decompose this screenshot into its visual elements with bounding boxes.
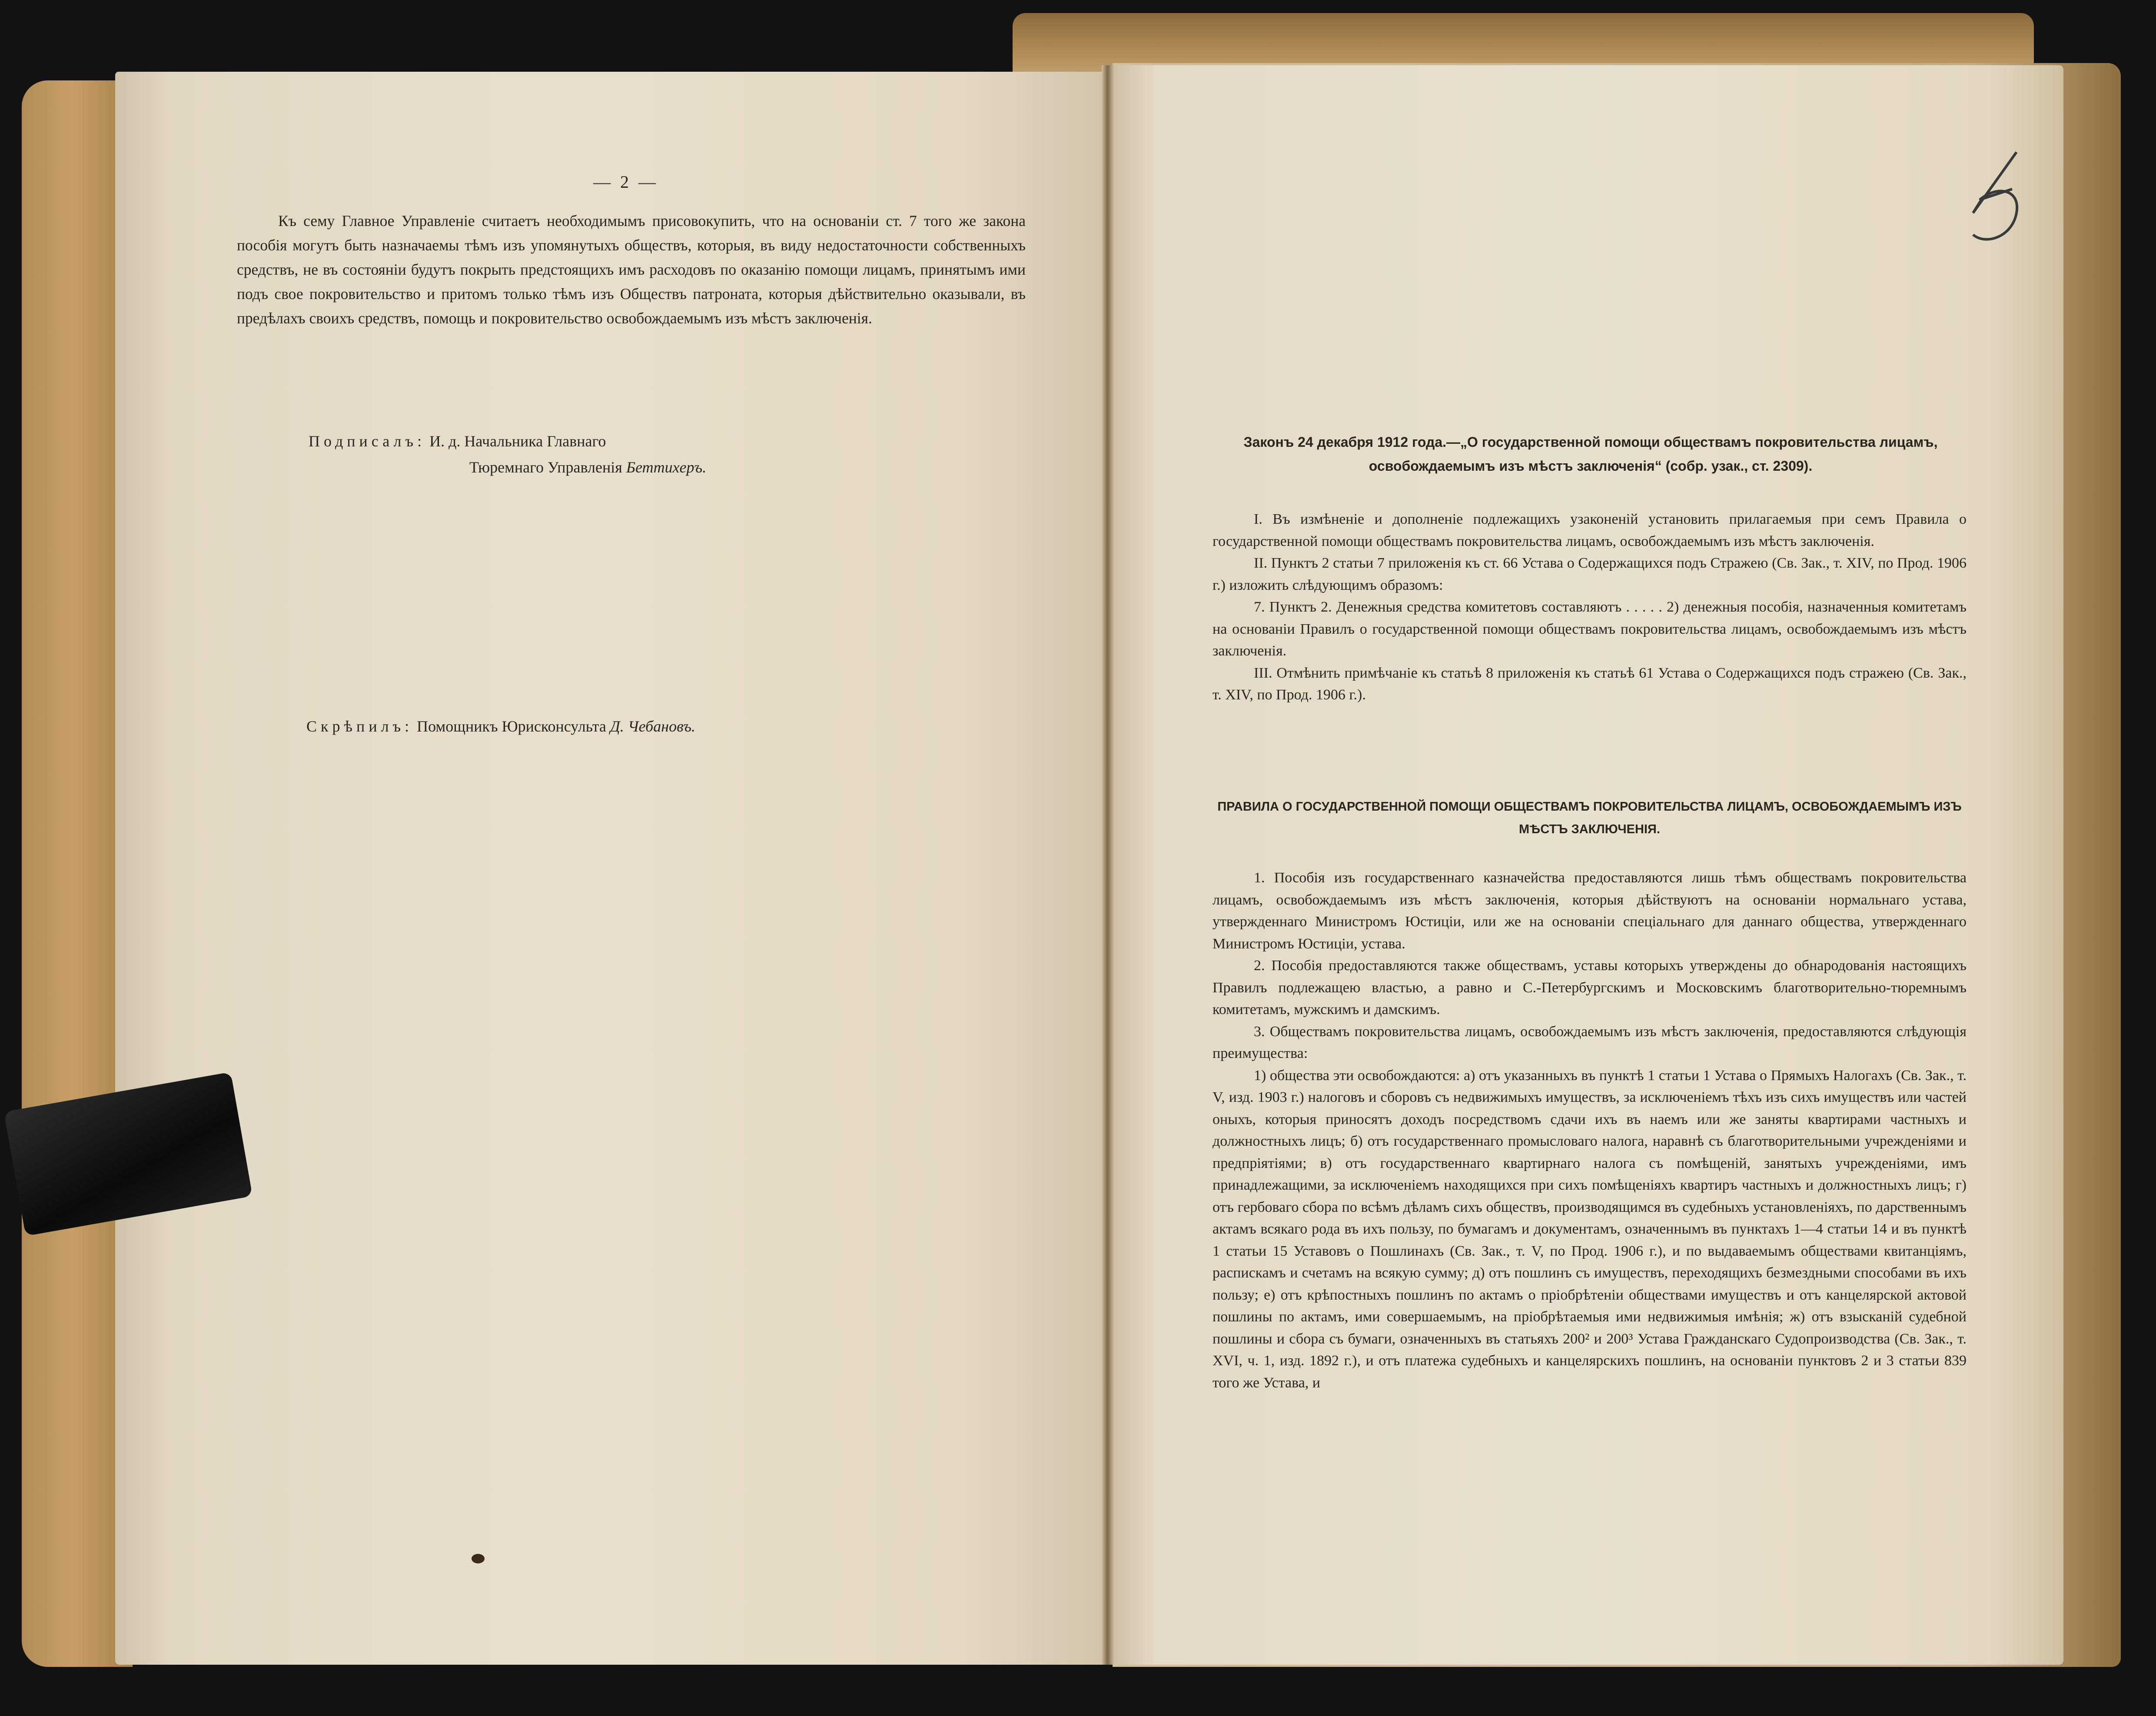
signed-block	[309, 428, 706, 480]
amendment-paragraph: III. Отмѣнить примѣчаніе къ статьѣ 8 приложенія къ статьѣ 61 Устава о Содержащихся подъ стражею (Св. Зак., т. XIV, по Прод. 1906 г.).	[1213, 665, 1967, 703]
rules-block	[1213, 867, 1967, 1394]
left-page-body: Къ сему Главное Управленіе считаетъ необходимымъ присовокупить, что на основаніи ст. 7 того же закона пособія могутъ быть назначаемы тѣмъ изъ упомянутыхъ обществъ, которыя, въ виду недостаточности собственныхъ средствъ, не въ состояніи будутъ покрыть предстоящихъ имъ расходовъ по оказанію помощи лицамъ, принятымъ ими подъ свое покровительство и притомъ только тѣмъ изъ Обществъ патроната, которыя дѣйствительно оказывали, въ предѣлахъ своихъ средствъ, помощь и покровительство освобождаемымъ изъ мѣстъ заключенія.	[237, 212, 1026, 327]
countersigned-block	[306, 717, 695, 735]
rule-paragraph: 1. Пособія изъ государственнаго казначейства предоставляются лишь тѣмъ обществамъ покровительства лицамъ, освобождаемымъ изъ мѣстъ заключенія, которыя дѣйствуютъ на основаніи нормальнаго устава, утвержденнаго Министромъ Юстиціи, или же на основаніи спеціальнаго для даннаго общества, утвержденнаго Министромъ Юстиціи, устава.	[1213, 870, 1967, 952]
signed-label: Подписалъ:	[309, 432, 426, 450]
right-page	[1107, 65, 2063, 1665]
sealed-label: Скрѣпилъ:	[306, 718, 413, 735]
signed-name: Беттихеръ.	[626, 459, 707, 476]
rule-paragraph: 3. Обществамъ покровительства лицамъ, освобождаемымъ изъ мѣстъ заключенія, предоставляются слѣдующія преимущества:	[1213, 1023, 1967, 1061]
rules-title: ПРАВИЛА О ГОСУДАРСТВЕННОЙ ПОМОЩИ ОБЩЕСТВАМЪ ПОКРОВИТЕЛЬСТВА ЛИЦАМЪ, ОСВОБОЖДАЕМЫМЪ ИЗЪ МѢСТЪ ЗАКЛЮЧЕНІЯ.	[1217, 800, 1962, 836]
amendment-paragraph: I. Въ измѣненіе и дополненіе подлежащихъ узаконеній установить прилагаемыя при семъ Правила о государственной помощи обществамъ покровительства лицамъ, освобождаемымъ изъ мѣстъ заключенія.	[1213, 511, 1967, 549]
rule-paragraph: 1) общества эти освобождаются: а) отъ указанныхъ въ пунктѣ 1 статьи 1 Устава о Прямыхъ Налогахъ (Св. Зак., т. V, изд. 1903 г.) налоговъ и сборовъ съ недвижимыхъ имуществъ, за исключеніемъ тѣхъ изъ сихъ имуществъ или частей оныхъ, которыя приносятъ доходъ посредствомъ сдачи ихъ въ наемъ или же заняты квартирами частныхъ и должностныхъ лицъ; б) отъ государственнаго промысловаго налога, наравнѣ съ благотворительными учрежденіями и предпріятіями; в) отъ государственнаго квартирнаго налога съ помѣщеній, занятыхъ учрежденіями, имъ принадлежащими, за исключеніемъ находящихся при сихъ помѣщеніяхъ квартиръ частныхъ и должностныхъ лицъ; г) отъ гербоваго сбора по всѣмъ дѣламъ сихъ обществъ, производящимся въ судебныхъ установленіяхъ, по дарственнымъ актамъ всякаго рода въ ихъ пользу, по бумагамъ и документамъ, означеннымъ въ пунктахъ 1—4 статьи 14 и въ пунктѣ 1 статьи 15 Уставовъ о Пошлинахъ (Св. Зак., т. V, по Прод. 1906 г.), и по выдаваемымъ обществами квитанціямъ, распискамъ и счетамъ на всякую сумму; д) отъ пошлинъ съ имуществъ, переходящихъ безмездными способами въ ихъ пользу; е) отъ крѣпостныхъ пошлинъ по актамъ о пріобрѣтеніи обществами имуществъ и отъ канцелярской актовой пошлины по актамъ, ими совершаемымъ, на пріобрѣтаемыя ими недвижимыя имѣнія; ж) отъ взысканій судебной пошлины и сбора съ бумаги, означенныхъ въ статьяхъ 200² и 200³ Устава Гражданскаго Судопроизводства (Св. Зак., т. XVI, ч. 1, изд. 1892 г.), и отъ платежа судебныхъ и канцелярскихъ пошлинъ, на основаніи пунктовъ 2 и 3 статьи 839 того же Устава, и	[1213, 1067, 1967, 1391]
signed-line1: И. д. Начальника Главнаго	[429, 432, 606, 450]
paper-hole	[472, 1554, 485, 1563]
sealed-name: Д. Чебановъ.	[610, 718, 695, 735]
sealed-text: Помощникъ Юрисконсульта	[417, 718, 606, 735]
law-title: Законъ 24 декабря 1912 года.—„О государственной помощи обществамъ покровительства лицамъ, освобождаемымъ изъ мѣстъ заключенія“ (собр. узак., ст. 2309).	[1243, 434, 1938, 474]
signed-line2: Тюремнаго Управленія	[469, 459, 622, 476]
amendment-paragraph: II. Пунктъ 2 статьи 7 приложенія къ ст. 66 Устава о Содержащихся подъ Стражею (Св. Зак., т. XIV, по Прод. 1906 г.) изложить слѣдующимъ образомъ:	[1213, 555, 1967, 593]
rule-paragraph: 2. Пособія предоставляются также обществамъ, уставы которыхъ утверждены до обнародованія настоящихъ Правилъ подлежащею властью, а равно и С.-Петербургскимъ и Московскимъ благотворительно-тюремнымъ комитетамъ, мужскимъ и дамскимъ.	[1213, 958, 1967, 1018]
amendment-paragraph: 7. Пунктъ 2. Денежныя средства комитетовъ составляютъ . . . . . 2) денежныя пособія, назначенныя комитетамъ на основаніи Правилъ о государственной помощи обществамъ покровительства лицамъ, освобождаемымъ изъ мѣстъ заключенія.	[1213, 599, 1967, 659]
archive-number-mark	[1956, 148, 2034, 261]
amendments-block	[1213, 509, 1967, 706]
book-gutter	[1102, 65, 1115, 1665]
page-number: — 2 —	[593, 172, 658, 192]
